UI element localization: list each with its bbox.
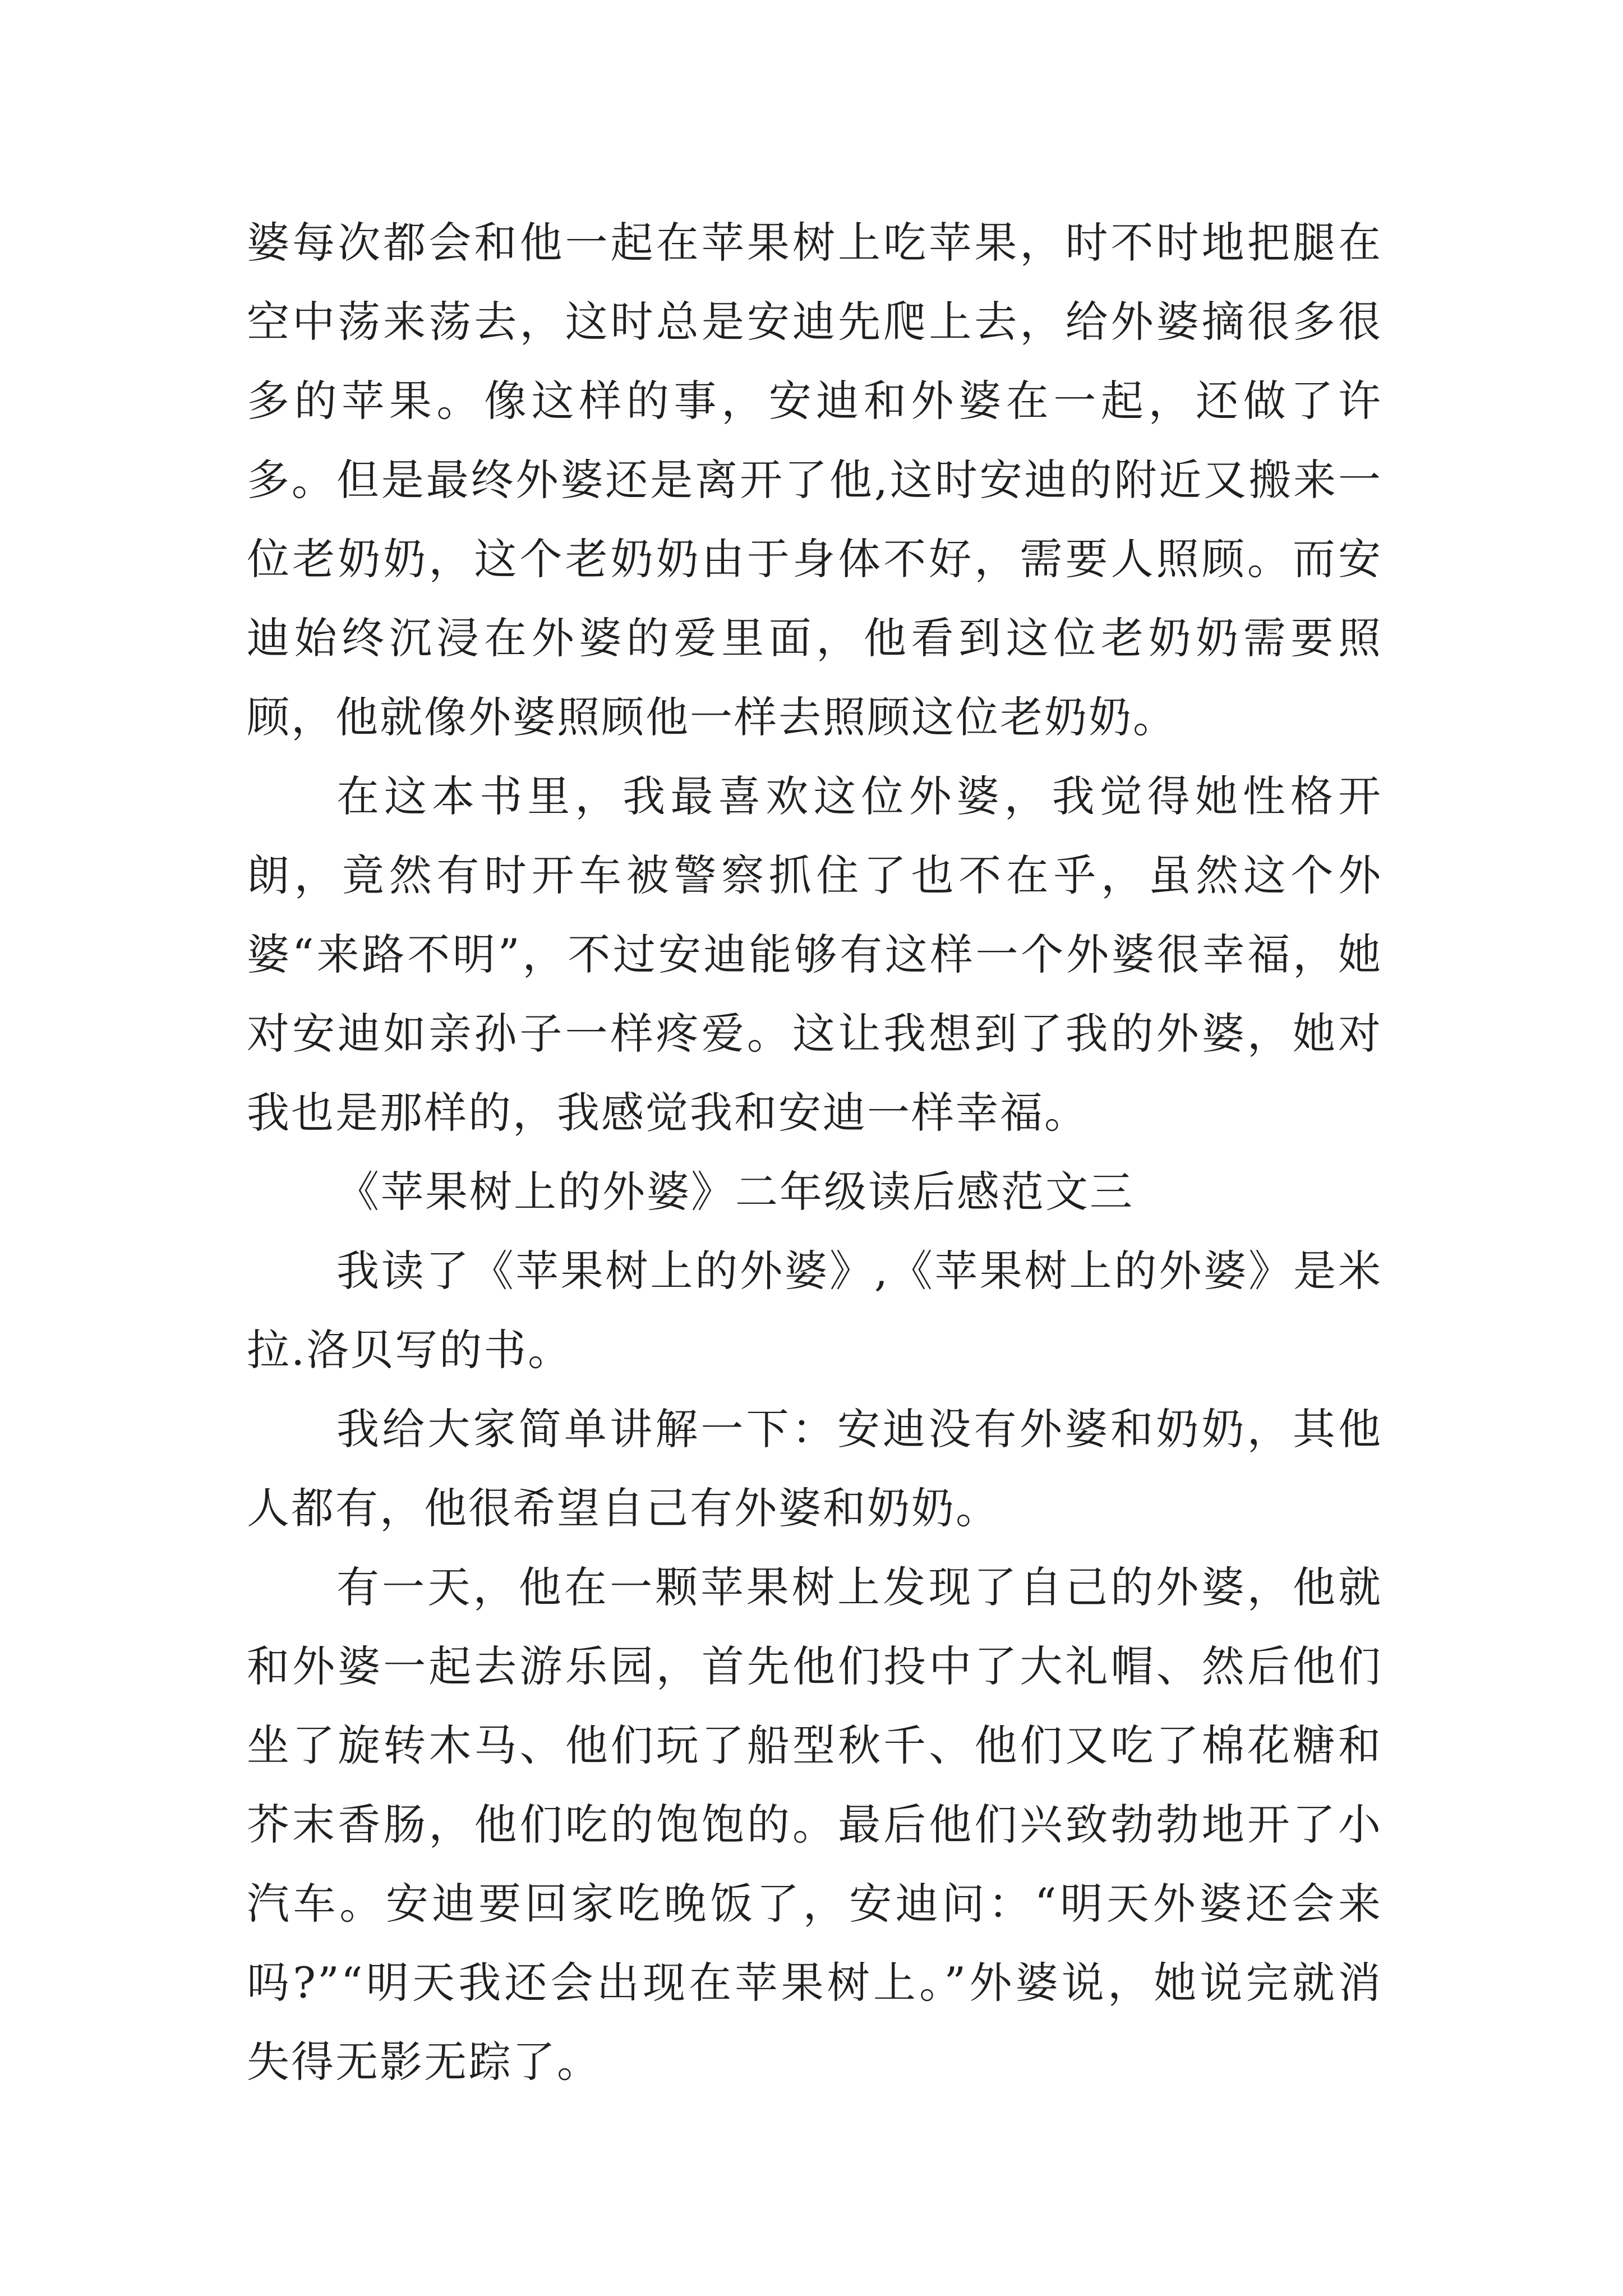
paragraph-amusement-park: 有一天，他在一颗苹果树上发现了自己的外婆，他就和外婆一起去游乐园，首先他们投中了大礼帽、然后他们坐了旋转木马、他们玩了船型秋千、他们又吃了棉花糖和芥末香肠，他们吃的饱饱的。最后他们兴致勃勃地开了小汽车。安迪要回家吃晚饭了，安迪问：“明天外婆还会来吗?”“明天我还会出现在苹果树上。”外婆说，她说完就消失得无影无踪了。 [247,1562,1382,2087]
section-heading: 《苹果树上的外婆》二年级读后感范文三 [336,1167,1134,1217]
document-page [247,203,1382,2101]
paragraph-summary: 我给大家简单讲解一下：安迪没有外婆和奶奶，其他人都有，他很希望自己有外婆和奶奶。 [247,1404,1382,1533]
paragraph-book-intro: 我读了《苹果树上的外婆》,《苹果树上的外婆》是米拉.洛贝写的书。 [247,1246,1382,1375]
paragraph-continuation: 婆每次都会和他一起在苹果树上吃苹果，时不时地把腿在空中荡来荡去，这时总是安迪先爬上去，给外婆摘很多很多的苹果。像这样的事，安迪和外婆在一起，还做了许多。但是最终外婆还是离开了他,这时安迪的附近又搬来一位老奶奶，这个老奶奶由于身体不好，需要人照顾。而安迪始终沉浸在外婆的爱里面，他看到这位老奶奶需要照顾，他就像外婆照顾他一样去照顾这位老奶奶。 [247,218,1382,742]
paragraph-favorite-grandma: 在这本书里，我最喜欢这位外婆，我觉得她性格开朗，竟然有时开车被警察抓住了也不在乎，虽然这个外婆“来路不明”，不过安迪能够有这样一个外婆很幸福，她对安迪如亲孙子一样疼爱。这让我想到了我的外婆，她对我也是那样的，我感觉我和安迪一样幸福。 [247,771,1382,1138]
